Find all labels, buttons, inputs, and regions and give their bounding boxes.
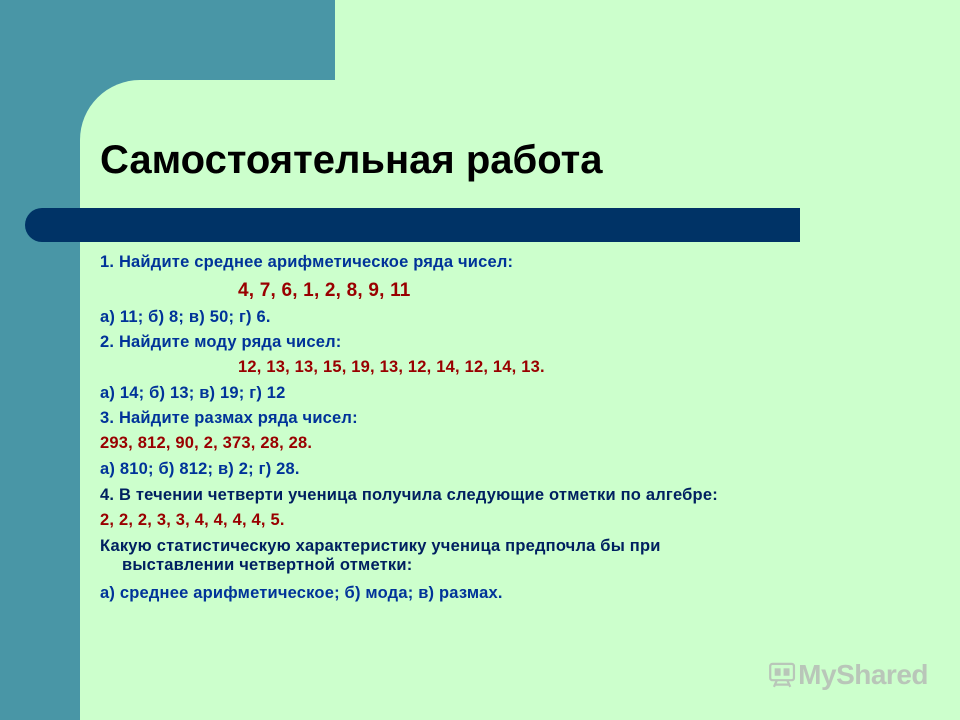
watermark bbox=[768, 655, 928, 695]
question-4-series: 2, 2, 2, 3, 3, 4, 4, 4, 4, 5. bbox=[100, 511, 285, 529]
question-4: 4. В течении четверти ученица получила следующие отметки по алгебре: bbox=[100, 486, 718, 504]
myshared-logo-icon bbox=[768, 657, 796, 693]
question-1-series: 4, 7, 6, 1, 2, 8, 9, 11 bbox=[238, 280, 411, 301]
question-2-series: 12, 13, 13, 15, 19, 13, 12, 14, 12, 14, 13. bbox=[238, 358, 545, 376]
question-1-options: а) 11; б) 8; в) 50; г) 6. bbox=[100, 308, 271, 326]
watermark-text: MyShared bbox=[798, 659, 928, 690]
question-2-options: а) 14; б) 13; в) 19; г) 12 bbox=[100, 384, 286, 402]
slide-title: Самостоятельная работа bbox=[100, 138, 603, 182]
question-4-text-line-1: Какую статистическую характеристику ученица предпочла бы при bbox=[100, 537, 661, 555]
question-1: 1. Найдите среднее арифметическое ряда чисел: bbox=[100, 253, 514, 271]
question-2: 2. Найдите моду ряда чисел: bbox=[100, 333, 342, 351]
question-3-series: 293, 812, 90, 2, 373, 28, 28. bbox=[100, 434, 313, 452]
question-4-options: а) среднее арифметическое; б) мода; в) размах. bbox=[100, 584, 503, 602]
question-3-options: а) 810; б) 812; в) 2; г) 28. bbox=[100, 460, 300, 478]
question-4-text-line-2: выставлении четвертной отметки: bbox=[122, 556, 413, 574]
top-decor-band bbox=[80, 0, 335, 80]
left-decor-band bbox=[0, 0, 80, 720]
title-underline-bar bbox=[25, 208, 800, 242]
question-3: 3. Найдите размах ряда чисел: bbox=[100, 409, 358, 427]
question-4-text bbox=[100, 537, 820, 575]
